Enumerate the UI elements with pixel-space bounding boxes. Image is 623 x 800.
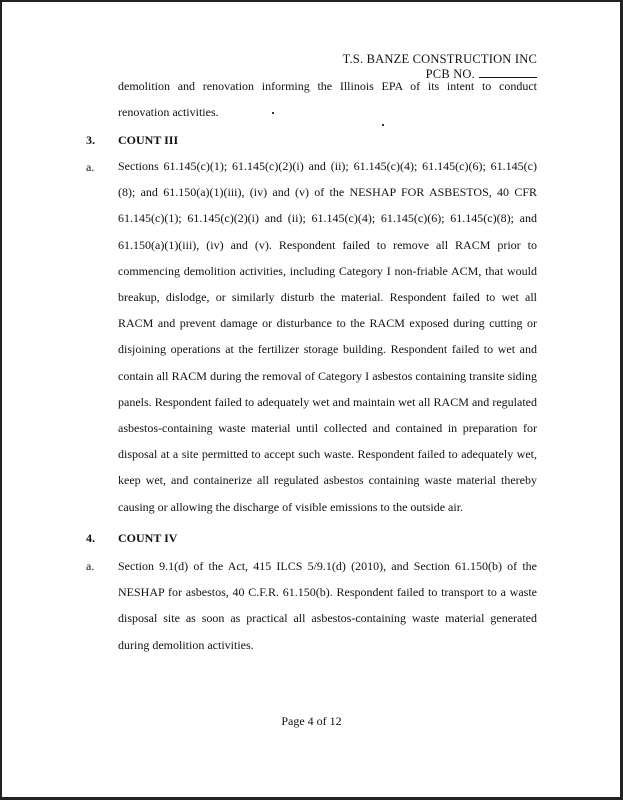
section-3-item-letter: a.	[86, 160, 95, 174]
scan-speck	[382, 124, 384, 126]
page-number: Page 4 of 12	[281, 714, 342, 728]
scan-edge-left	[0, 0, 2, 800]
intro-paragraph	[118, 73, 537, 125]
scan-speck	[272, 112, 274, 114]
section-3-text: Sections 61.145(c)(1); 61.145(c)(2)(i) and (ii); 61.145(c)(4); 61.145(c)(6); 61.145(c)(8); and 61.150(a)(1)(iii), (iv) and (v) of the NESHAP FOR ASBESTOS, 40 CFR 61.145(c)(1); 61.145(c)(2)(i) and (ii); 61.145(c)(4); 61.145(c)(6); 61.145(c)(8); and 61.150(a)(1)(iii), (iv) and (v). Respondent failed to remove all RACM prior to commencing demolition activities, including Category I non-friable ACM, that would breakup, dislodge, or similarly disturb the material. Respondent failed to wet all RACM and prevent damage or disturbance to the RACM exposed during cutting or disjoining operations at the fertilizer storage building. Respondent failed to wet and contain all RACM during the removal of Category I asbestos containing transite siding panels. Respondent failed to adequately wet and maintain wet all RACM and regulated asbestos-containing waste material until collected and contained in preparation for disposal at a site permitted to accept such waste. Respondent failed to adequately wet, keep wet, and containerize all regulated asbestos containing waste material thereby causing or allowing the discharge of visible emissions to the outside air.	[118, 159, 537, 514]
header-pcb-label: PCB NO.	[425, 67, 475, 81]
header-company: T.S. BANZE CONSTRUCTION INC	[342, 52, 537, 66]
section-4-item-letter: a.	[86, 559, 95, 573]
scan-edge-top	[0, 0, 623, 2]
section-3-number: 3.	[86, 133, 95, 147]
section-3-paragraph	[118, 153, 537, 520]
section-4-text: Section 9.1(d) of the Act, 415 ILCS 5/9.1(d) (2010), and Section 61.150(b) of the NESHAP for asbestos, 40 C.F.R. 61.150(b). Respondent failed to transport to a waste disposal site as soon as practical all asbestos-containing waste material generated during demolition activities.	[118, 559, 537, 652]
section-3-heading: COUNT III	[118, 133, 179, 147]
section-4-number: 4.	[86, 531, 95, 545]
section-4-paragraph	[118, 553, 537, 658]
section-4-heading: COUNT IV	[118, 531, 178, 545]
intro-text: demolition and renovation informing the Illinois EPA of its intent to conduct renovation activities.	[118, 79, 537, 120]
